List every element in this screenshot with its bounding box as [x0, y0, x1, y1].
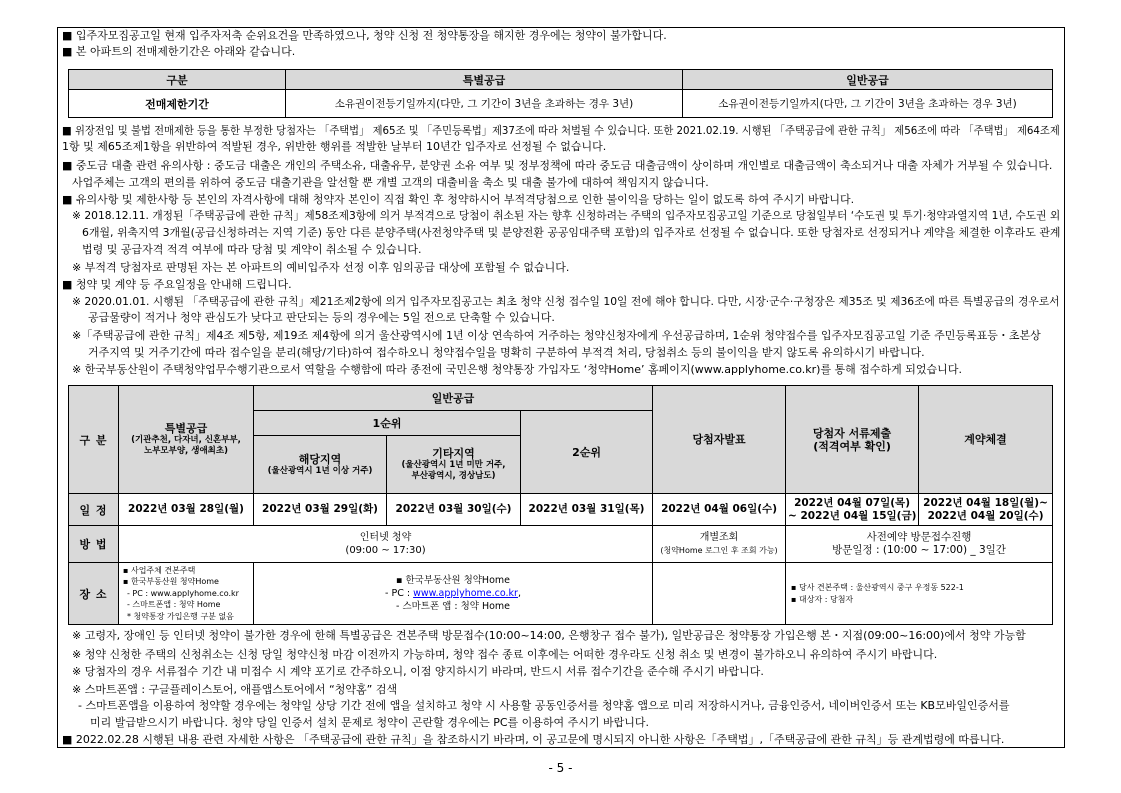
- method-subscription-hours: (09:00 ~ 17:30): [345, 545, 426, 556]
- notice-line: ※ 고령자, 장애인 등 인터넷 청약이 불가한 경우에 한해 특별공급은 견본주택 방문접수(10:00~14:00, 은행창구 접수 불가), 일반공급은 청약통장 가입은행 본・지점(09:00~16:00)에서 청약 가능함: [72, 629, 1026, 642]
- header-other-note: (울산광역시 1년 미만 거주,: [401, 460, 506, 470]
- header-special-supply: [119, 386, 254, 494]
- notice-line: ■ 청약 및 계약 등 주요일정을 안내해 드립니다.: [62, 278, 292, 291]
- method-documents-hours: 방문일정 : (10:00 ~ 17:00) _ 3일간: [832, 544, 1006, 556]
- place-documents-item: ▪ 당사 견본주택 : 울산광역시 중구 우정동 522-1: [791, 582, 964, 592]
- header-other-area: [387, 436, 521, 494]
- table-row: [69, 90, 1053, 118]
- notice-line: ■ 2022.02.28 시행된 내용 관련 자세한 사항은 「주택공급에 관한 규칙」을 참조하시기 바라며, 이 공고문에 명시되지 아니한 사항은「주택법」,「주택공급에 관한 규칙」등 관계법령에 따릅니다.: [62, 733, 1005, 746]
- schedule-contract-period: [919, 494, 1053, 526]
- header-special-title: 특별공급: [164, 422, 208, 435]
- table-row-schedule: [69, 494, 1053, 526]
- notice-line: 사업주체는 고객의 편의를 위하여 중도금 대출기관을 알선할 뿐 개별 고객의 대출비율 축소 및 대출 불가에 대하여 책임지지 않습니다.: [72, 176, 709, 189]
- method-announce-title: 개별조회: [699, 532, 739, 543]
- place-general-pc-suffix: ,: [517, 588, 521, 599]
- header-documents-title: 당첨자 서류제출: [812, 426, 892, 440]
- resale-header-general: 일반공급: [683, 70, 1053, 90]
- notice-line: ■ 중도금 대출 관련 유의사항 : 중도금 대출은 개인의 주택소유, 대출유무, 분양권 소유 여부 및 정부정책에 따라 중도금 대출금액이 상이하며 개인별로 대출금액이 축소되거나 대출 자체가 거부될 수 있습니다.: [62, 159, 1053, 172]
- notice-line: - 스마트폰앱을 이용하여 청약할 경우에는 청약일 상당 기간 전에 앱을 설치하고 청약 시 사용할 공동인증서를 청약홈 앱으로 미리 저장하시거나, 금융인증서, 네이버인증서 또는 KB모바일인증서를: [78, 699, 1010, 712]
- table-row-place: [69, 563, 1053, 625]
- notice-line: 공급물량이 적거나 청약 관심도가 낮다고 판단되는 등의 경우에는 5일 전으로 단축할 수 있습니다.: [88, 311, 555, 324]
- notice-line: ※ 2020.01.01. 시행된 「주택공급에 관한 규칙」제21조제2항에 의거 입주자모집공고는 최초 청약 신청 접수일 10일 전에 해야 합니다. 다만, 시장·군수·구청장은 제35조 및 제36조에 따른 특별공급의 경우로서: [72, 295, 1060, 308]
- place-documents-item: ▪ 대상자 : 당첨자: [791, 594, 854, 604]
- place-special-item: ▪ 한국부동산원 청약Home: [123, 577, 219, 587]
- place-general-pc: [256, 587, 650, 600]
- schedule-special-date: 2022년 03월 28일(월): [119, 494, 254, 526]
- place-special-item: - 스마트폰앱 : 청약 Home: [127, 600, 221, 610]
- header-category: 구 분: [69, 386, 119, 494]
- method-announce: [653, 526, 786, 563]
- place-special-item: - PC : www.applyhome.co.kr: [127, 588, 239, 598]
- notice-line: ※「주택공급에 관한 규칙」제4조 제5항, 제19조 제4항에 의거 울산광역시에 1년 이상 연속하여 거주하는 청약신청자에게 우선공급하며, 1순위 청약접수를 입주자모집공고일 기준 주민등록표등・초본상: [72, 329, 1041, 342]
- place-special-item: * 청약통장 가입은행 구분 없음: [127, 611, 234, 621]
- header-special-note: (기관추천, 다자녀, 신혼부부,: [131, 435, 241, 445]
- table-row-method: [69, 526, 1053, 563]
- notice-line: ※ 스마트폰앱 : 구글플레이스토어, 애플앱스토어에서 “청약홈” 검색: [72, 683, 398, 696]
- header-other-title: 기타지역: [432, 447, 475, 460]
- method-subscription: [119, 526, 653, 563]
- table-header-row: [69, 386, 1053, 411]
- notice-line: ※ 당첨자의 경우 서류접수 기간 내 미접수 시 계약 포기로 간주하오니, 이점 양지하시기 바라며, 반드시 서류 접수기간을 준수해 주시기 바랍니다.: [72, 665, 764, 678]
- header-special-note: 노부모부양, 생애최초): [144, 446, 228, 456]
- resale-general-period: 소유권이전등기일까지(다만, 그 기간이 3년을 초과하는 경우 3년): [683, 90, 1053, 118]
- header-general-supply: 일반공급: [254, 386, 653, 411]
- notice-line: ■ 위장전입 및 불법 전매제한 등을 통한 부정한 당첨자는 「주택법」 제65조 및 「주민등록법」제37조에 따라 처벌될 수 있습니다. 또한 2021.02.19. 시행된 「주택공급에 관한 규칙」 제56조에 따라 「주택법」 제64조제: [62, 124, 1060, 137]
- schedule-documents-period: [786, 494, 919, 526]
- notice-line: 거주지역 및 거주기간에 따라 접수일을 분리(해당/기타)하여 접수하오니 청약접수일을 명확히 구분하여 부적격 처리, 당첨취소 등의 불이익을 받지 않도록 유의하시기 바랍니다.: [88, 346, 925, 359]
- header-documents-note: (적격여부 확인): [813, 439, 891, 453]
- schedule-contract-start: 2022년 04월 18일(월)~: [923, 496, 1048, 509]
- notice-line: 1항 및 제65조제1항을 위반하여 적발된 경우, 위반한 행위를 적발한 날부터 10년간 입주자로 선정될 수 없습니다.: [62, 140, 607, 153]
- header-contract: 계약체결: [919, 386, 1053, 494]
- header-winner-announcement: 당첨자발표: [653, 386, 786, 494]
- header-local-title: 해당지역: [298, 452, 342, 466]
- place-announce-cell: [653, 563, 786, 625]
- resale-header-special: 특별공급: [286, 70, 683, 90]
- header-local-area: [254, 436, 387, 494]
- header-local-note: (울산광역시 1년 이상 거주): [267, 465, 373, 476]
- schedule-contract-end: 2022년 04월 20일(수): [927, 509, 1044, 522]
- header-other-note: 부산광역시, 경상남도): [411, 471, 496, 481]
- place-general-site: ▪ 한국부동산원 청약Home: [396, 575, 510, 586]
- row-label-schedule: 일 정: [69, 494, 119, 526]
- schedule-documents-start: 2022년 04월 07일(목): [794, 496, 910, 509]
- notice-line: ■ 입주자모집공고일 현재 입주자저축 순위요건을 만족하였으나, 청약 신청 전 청약통장을 해지한 경우에는 청약이 불가합니다.: [62, 29, 667, 42]
- row-label-place: 장 소: [69, 563, 119, 625]
- header-rank-2: 2순위: [521, 411, 653, 494]
- schedule-table: [68, 385, 1053, 625]
- place-general-app: - 스마트폰 앱 : 청약 Home: [396, 601, 511, 612]
- resale-special-period: 소유권이전등기일까지(다만, 그 기간이 3년을 초과하는 경우 3년): [286, 90, 683, 118]
- notice-line: ※ 청약 신청한 주택의 신청취소는 신청 당일 청약신청 마감 이전까지 가능하며, 청약 접수 종료 이후에는 어떠한 경우라도 신청 취소 및 변경이 불가하오니 유의하여 주시기 바랍니다.: [72, 648, 938, 661]
- place-special-item: ▪ 사업주체 견본주택: [123, 565, 196, 575]
- notice-line: 6개월, 위축지역 3개월(공급신청하려는 지역 기준) 동안 다른 분양주택(사전청약주택 및 분양전환 공공임대주택 포함)의 입주자로 선정될 수 없습니다. 또한 당첨자로 선정되거나 계약을 체결한 이후라도 관계: [82, 226, 1061, 239]
- method-announce-note: (청약Home 로그인 후 조회 가능): [660, 546, 778, 555]
- place-special-cell: [119, 563, 254, 625]
- notice-line: ※ 부적격 당첨자로 판명된 자는 본 아파트의 예비입주자 선정 이후 임의공급 대상에 포함될 수 없습니다.: [72, 261, 570, 274]
- place-documents-cell: [786, 563, 1053, 625]
- header-document-submission: [786, 386, 919, 494]
- method-subscription-title: 인터넷 청약: [359, 532, 412, 543]
- resale-limit-table: [68, 69, 1053, 118]
- notice-line: ■ 본 아파트의 전매제한기간은 아래와 같습니다.: [62, 45, 296, 58]
- notice-line: ※ 한국부동산원이 주택청약업무수행기관으로서 역할을 수행함에 따라 종전에 국민은행 청약통장 가입자도 ‘청약Home’ 홈페이지(www.applyhome.co.kr)를 통해 접수하게 되었습니다.: [72, 363, 962, 376]
- header-rank-1: 1순위: [254, 411, 521, 436]
- schedule-rank2-date: 2022년 03월 31일(목): [521, 494, 653, 526]
- method-documents-title: 사전예약 방문접수진행: [866, 531, 972, 543]
- schedule-local-date: 2022년 03월 29일(화): [254, 494, 387, 526]
- resale-header-category: 구분: [69, 70, 286, 90]
- notice-line: ■ 유의사항 및 제한사항 등 본인의 자격사항에 대해 청약자 본인이 직접 확인 후 청약하시어 부적격당첨으로 인한 불이익을 당하는 일이 없도록 하여 주시기 바랍니다.: [62, 193, 855, 206]
- page-number: - 5 -: [548, 761, 573, 775]
- schedule-documents-end: ~ 2022년 04월 15일(금): [788, 509, 917, 522]
- schedule-announce-date: 2022년 04월 06일(수): [653, 494, 786, 526]
- applyhome-link[interactable]: www.applyhome.co.kr: [413, 588, 518, 599]
- place-general-cell: [254, 563, 653, 625]
- resale-row-label: 전매제한기간: [69, 90, 286, 118]
- method-documents-contract: [786, 526, 1053, 563]
- table-header-row: [69, 70, 1053, 90]
- row-label-method: 방 법: [69, 526, 119, 563]
- schedule-other-date: 2022년 03월 30일(수): [387, 494, 521, 526]
- notice-line: 법령 및 공급자격 적격 여부에 따라 당첨 및 계약이 취소될 수 있습니다.: [82, 243, 422, 256]
- notice-line: ※ 2018.12.11. 개정된「주택공급에 관한 규칙」제58조제3항에 의거 부적격으로 당첨이 취소된 자는 향후 신청하려는 주택의 입주자모집공고일 기준으로 당첨일부터 ‘수도권 및 투기·청약과열지역 1년, 수도권 외: [72, 209, 1061, 222]
- notice-line: 미리 발급받으시기 바랍니다. 청약 당일 인증서 설치 문제로 청약이 곤란할 경우에는 PC를 이용하여 주시기 바랍니다.: [90, 716, 650, 729]
- place-general-pc-prefix: - PC :: [385, 588, 414, 599]
